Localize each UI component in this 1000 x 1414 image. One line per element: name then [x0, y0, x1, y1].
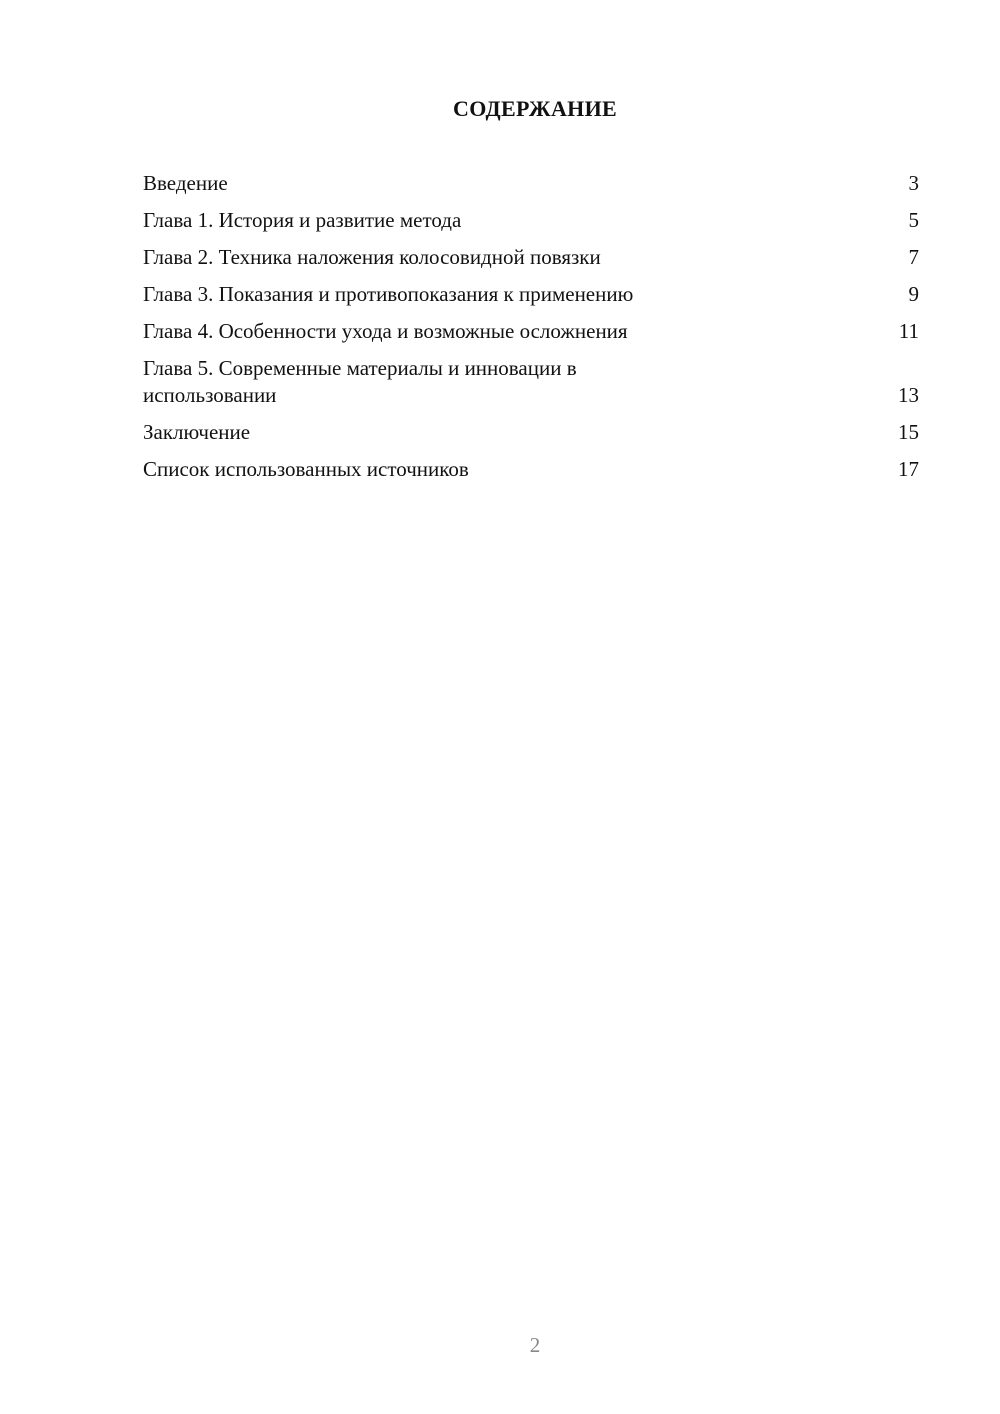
toc-entry — [143, 281, 919, 308]
toc-entry — [143, 244, 919, 271]
toc-entry — [143, 170, 919, 197]
toc-entry-page-number: 5 — [908, 208, 919, 232]
toc-entry-page-number: 13 — [898, 383, 919, 407]
toc-entry-label: Глава 4. Особенности ухода и возможные осложнения — [143, 319, 628, 343]
toc-entry-page-number: 3 — [908, 171, 919, 195]
toc-entry — [143, 207, 919, 234]
toc-entry-label: Заключение — [143, 420, 251, 444]
toc-entry-page-number: 17 — [898, 457, 919, 481]
toc-entry-label: Введение — [143, 171, 228, 195]
toc-entry-label: Список использованных источников — [143, 457, 469, 481]
toc-entry — [143, 355, 919, 409]
toc-entry-page-number: 7 — [908, 245, 919, 269]
toc-entry-label: Глава 5. Современные материалы и инновации в использовании — [143, 356, 577, 407]
toc-entry — [143, 456, 919, 483]
toc-entry-label: Глава 1. История и развитие метода — [143, 208, 462, 232]
table-of-contents — [143, 170, 919, 493]
toc-entry-label: Глава 3. Показания и противопоказания к применению — [143, 282, 634, 306]
toc-entry-page-number: 15 — [898, 420, 919, 444]
toc-entry-page-number: 9 — [908, 282, 919, 306]
toc-title: СОДЕРЖАНИЕ — [453, 96, 617, 121]
page-number: 2 — [529, 1333, 541, 1357]
toc-entry — [143, 318, 919, 345]
toc-entry-page-number: 11 — [898, 319, 919, 343]
toc-entry-label: Глава 2. Техника наложения колосовидной повязки — [143, 245, 601, 269]
toc-entry — [143, 419, 919, 446]
